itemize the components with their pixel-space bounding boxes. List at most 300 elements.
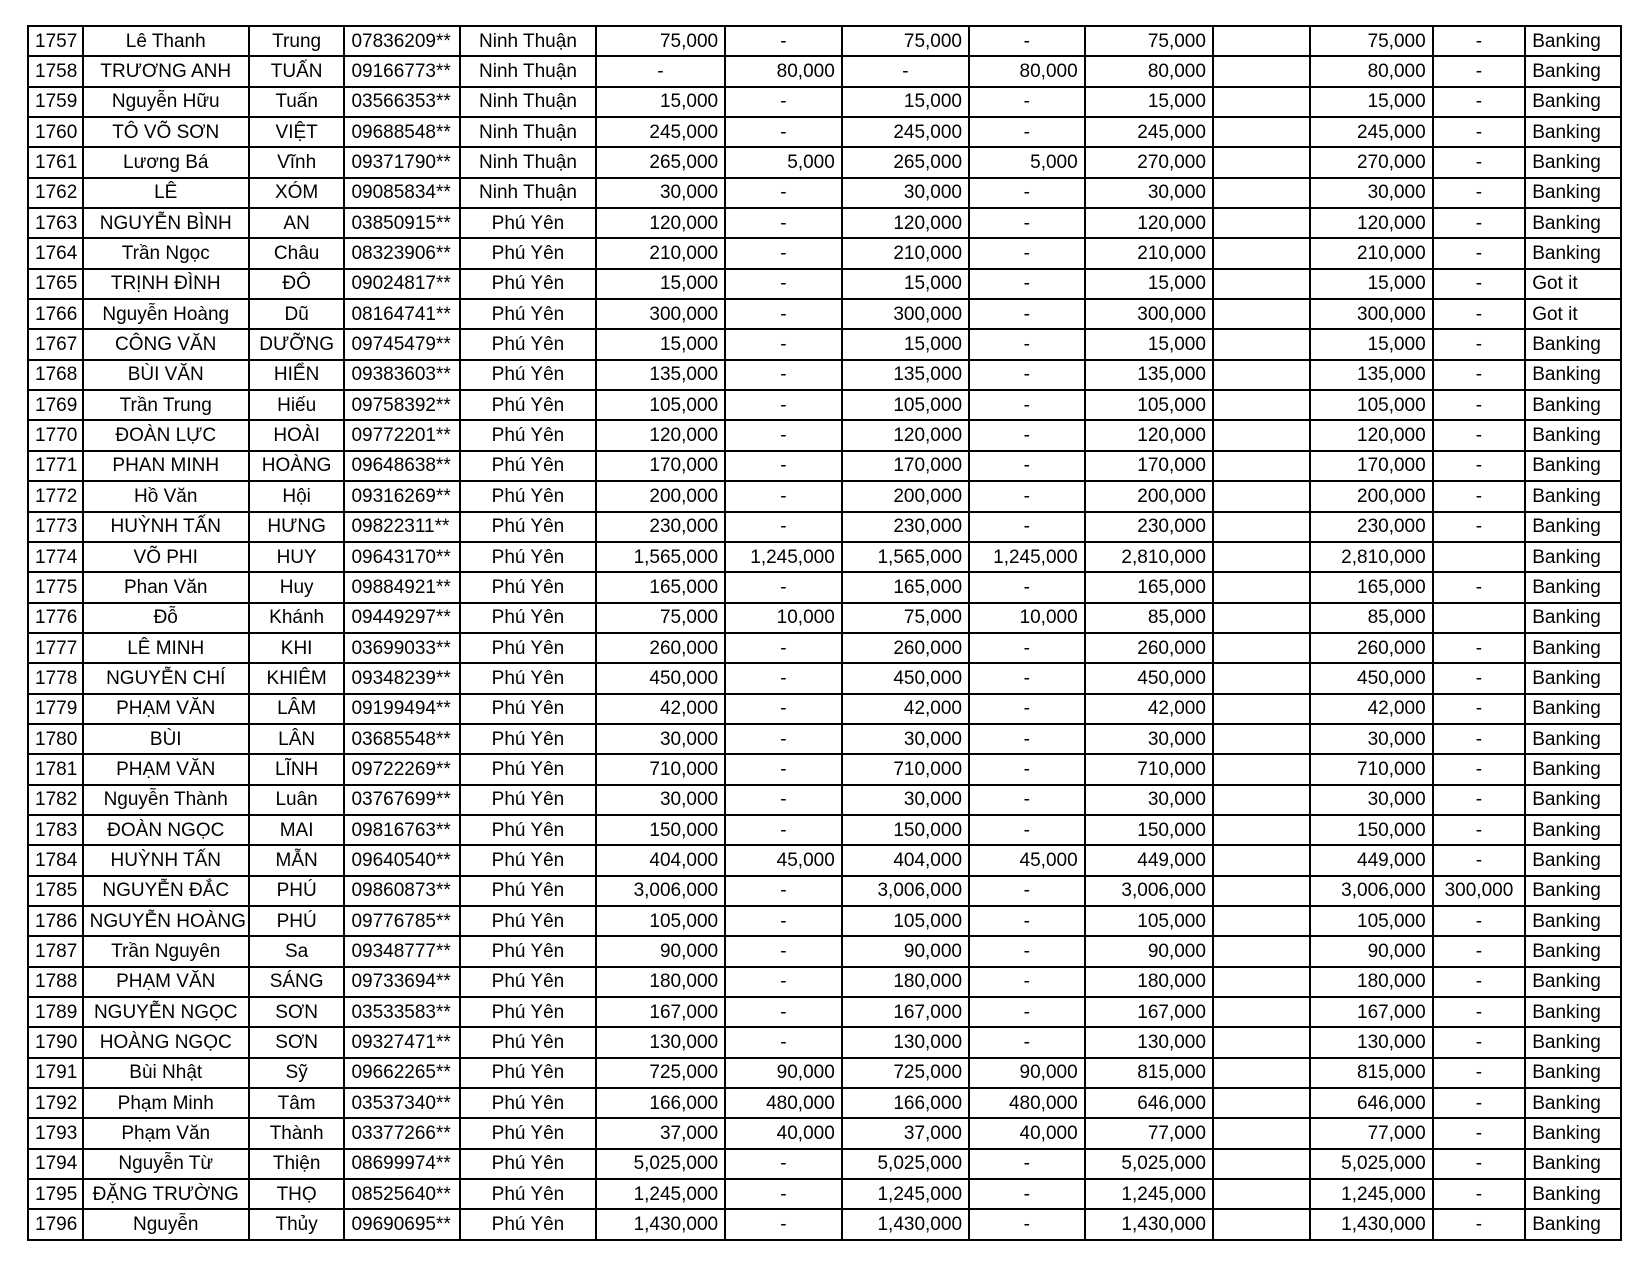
table-row [28,117,1621,147]
cell-extra: - [1433,936,1526,966]
cell-extra: 300,000 [1433,876,1526,906]
cell-first-name: Nguyễn Thành [83,785,249,815]
cell-total: 150,000 [1085,815,1213,845]
cell-amount-1: 30,000 [596,785,725,815]
cell-extra: - [1433,1179,1526,1209]
cell-last-name: Thủy [249,1209,345,1239]
cell-phone: 03533583** [344,997,460,1027]
cell-paid: 90,000 [1310,936,1433,966]
cell-last-name: PHÚ [249,906,345,936]
cell-paid: 260,000 [1310,633,1433,663]
cell-paid: 167,000 [1310,997,1433,1027]
cell-amount-3: 75,000 [842,603,969,633]
cell-last-name: LĨNH [249,754,345,784]
cell-first-name: PHAN MINH [83,451,249,481]
cell-phone: 09662265** [344,1058,460,1088]
cell-extra: - [1433,1058,1526,1088]
cell-province: Phú Yên [460,845,596,875]
cell-total: 646,000 [1085,1088,1213,1118]
table-row [28,481,1621,511]
cell-row-number: 1758 [28,56,83,86]
cell-first-name: Nguyễn Từ [83,1149,249,1179]
cell-amount-4: - [969,117,1085,147]
cell-phone: 08323906** [344,238,460,268]
cell-method: Banking [1525,87,1621,117]
cell-last-name: Dũ [249,299,345,329]
cell-amount-1: 130,000 [596,1027,725,1057]
cell-paid: 210,000 [1310,238,1433,268]
cell-blank-col [1213,1179,1310,1209]
cell-last-name: Châu [249,238,345,268]
cell-paid: 5,025,000 [1310,1149,1433,1179]
cell-amount-4: - [969,997,1085,1027]
cell-province: Phú Yên [460,420,596,450]
cell-last-name: Tuấn [249,87,345,117]
table-row [28,572,1621,602]
cell-amount-2: - [725,754,842,784]
cell-amount-1: 90,000 [596,936,725,966]
cell-first-name: NGUYỄN ĐẮC [83,876,249,906]
cell-amount-1: 725,000 [596,1058,725,1088]
cell-amount-1: 230,000 [596,512,725,542]
cell-paid: 150,000 [1310,815,1433,845]
cell-last-name: SƠN [249,997,345,1027]
cell-method: Banking [1525,147,1621,177]
cell-amount-4: - [969,329,1085,359]
cell-blank-col [1213,936,1310,966]
cell-total: 77,000 [1085,1118,1213,1148]
cell-amount-2: - [725,785,842,815]
cell-amount-2: - [725,663,842,693]
cell-last-name: MẪN [249,845,345,875]
cell-method: Got it [1525,269,1621,299]
cell-extra: - [1433,238,1526,268]
cell-paid: 77,000 [1310,1118,1433,1148]
cell-first-name: Trần Trung [83,390,249,420]
table-row [28,1118,1621,1148]
cell-total: 815,000 [1085,1058,1213,1088]
cell-amount-2: - [725,1209,842,1239]
table-row [28,269,1621,299]
cell-blank-col [1213,360,1310,390]
cell-first-name: HUỲNH TẤN [83,512,249,542]
cell-amount-3: - [842,56,969,86]
cell-first-name: TRỊNH ĐÌNH [83,269,249,299]
cell-amount-2: - [725,451,842,481]
cell-last-name: Luân [249,785,345,815]
cell-phone: 09816763** [344,815,460,845]
table-row [28,87,1621,117]
cell-province: Phú Yên [460,572,596,602]
cell-paid: 710,000 [1310,754,1433,784]
cell-paid: 815,000 [1310,1058,1433,1088]
cell-paid: 30,000 [1310,785,1433,815]
cell-amount-3: 15,000 [842,87,969,117]
cell-paid: 105,000 [1310,390,1433,420]
table-row [28,936,1621,966]
cell-extra: - [1433,329,1526,359]
cell-paid: 180,000 [1310,967,1433,997]
cell-extra [1433,603,1526,633]
cell-method: Banking [1525,117,1621,147]
cell-amount-3: 90,000 [842,936,969,966]
cell-last-name: HƯNG [249,512,345,542]
cell-amount-3: 30,000 [842,178,969,208]
cell-phone: 09327471** [344,1027,460,1057]
cell-phone: 03699033** [344,633,460,663]
cell-first-name: Đỗ [83,603,249,633]
cell-row-number: 1768 [28,360,83,390]
cell-blank-col [1213,178,1310,208]
cell-first-name: Phan Văn [83,572,249,602]
cell-amount-3: 245,000 [842,117,969,147]
cell-extra: - [1433,906,1526,936]
cell-amount-1: 1,430,000 [596,1209,725,1239]
cell-phone: 09822311** [344,512,460,542]
cell-paid: 450,000 [1310,663,1433,693]
cell-first-name: NGUYỄN BÌNH [83,208,249,238]
cell-total: 260,000 [1085,633,1213,663]
cell-paid: 300,000 [1310,299,1433,329]
table-row [28,208,1621,238]
cell-amount-1: 1,245,000 [596,1179,725,1209]
cell-amount-2: - [725,178,842,208]
cell-province: Phú Yên [460,967,596,997]
table-row [28,299,1621,329]
cell-province: Phú Yên [460,512,596,542]
cell-phone: 09860873** [344,876,460,906]
cell-extra: - [1433,572,1526,602]
cell-blank-col [1213,208,1310,238]
cell-phone: 09199494** [344,694,460,724]
cell-blank-col [1213,238,1310,268]
cell-blank-col [1213,694,1310,724]
cell-method: Banking [1525,56,1621,86]
cell-amount-1: 165,000 [596,572,725,602]
cell-blank-col [1213,299,1310,329]
cell-row-number: 1779 [28,694,83,724]
cell-extra: - [1433,390,1526,420]
cell-blank-col [1213,420,1310,450]
cell-amount-4: 480,000 [969,1088,1085,1118]
cell-amount-4: - [969,238,1085,268]
cell-amount-1: 30,000 [596,724,725,754]
cell-first-name: PHẠM VĂN [83,967,249,997]
cell-amount-3: 1,430,000 [842,1209,969,1239]
cell-total: 30,000 [1085,178,1213,208]
cell-row-number: 1790 [28,1027,83,1057]
table-row [28,1209,1621,1239]
cell-total: 180,000 [1085,967,1213,997]
cell-method: Banking [1525,724,1621,754]
cell-method: Banking [1525,1027,1621,1057]
cell-amount-4: - [969,26,1085,56]
cell-amount-2: 90,000 [725,1058,842,1088]
cell-first-name: TRƯƠNG ANH [83,56,249,86]
cell-last-name: Khánh [249,603,345,633]
cell-total: 230,000 [1085,512,1213,542]
cell-method: Banking [1525,997,1621,1027]
cell-row-number: 1760 [28,117,83,147]
table-row [28,1088,1621,1118]
cell-last-name: Vĩnh [249,147,345,177]
cell-amount-2: - [725,238,842,268]
cell-extra: - [1433,117,1526,147]
cell-province: Phú Yên [460,299,596,329]
cell-phone: 09024817** [344,269,460,299]
cell-total: 200,000 [1085,481,1213,511]
cell-total: 120,000 [1085,208,1213,238]
cell-amount-2: 480,000 [725,1088,842,1118]
cell-amount-1: 120,000 [596,420,725,450]
cell-first-name: CÔNG VĂN [83,329,249,359]
cell-phone: 08525640** [344,1179,460,1209]
cell-amount-4: - [969,451,1085,481]
cell-phone: 09449297** [344,603,460,633]
cell-first-name: BÙI [83,724,249,754]
cell-extra: - [1433,208,1526,238]
cell-method: Banking [1525,360,1621,390]
cell-phone: 09688548** [344,117,460,147]
cell-method: Banking [1525,845,1621,875]
cell-blank-col [1213,572,1310,602]
cell-first-name: Trần Nguyên [83,936,249,966]
cell-paid: 449,000 [1310,845,1433,875]
cell-amount-3: 105,000 [842,390,969,420]
cell-total: 15,000 [1085,269,1213,299]
cell-amount-3: 105,000 [842,906,969,936]
cell-phone: 03685548** [344,724,460,754]
cell-last-name: LÂN [249,724,345,754]
cell-paid: 1,430,000 [1310,1209,1433,1239]
cell-blank-col [1213,481,1310,511]
cell-row-number: 1782 [28,785,83,815]
cell-method: Banking [1525,572,1621,602]
cell-blank-col [1213,26,1310,56]
cell-amount-4: 80,000 [969,56,1085,86]
cell-amount-3: 30,000 [842,724,969,754]
cell-last-name: SƠN [249,1027,345,1057]
table-row [28,56,1621,86]
cell-amount-1: 75,000 [596,26,725,56]
cell-paid: 170,000 [1310,451,1433,481]
cell-amount-1: 180,000 [596,967,725,997]
cell-amount-3: 75,000 [842,26,969,56]
cell-phone: 08699974** [344,1149,460,1179]
cell-row-number: 1786 [28,906,83,936]
cell-amount-1: 3,006,000 [596,876,725,906]
cell-province: Phú Yên [460,906,596,936]
cell-total: 105,000 [1085,390,1213,420]
cell-blank-col [1213,1027,1310,1057]
cell-amount-2: - [725,967,842,997]
cell-amount-3: 180,000 [842,967,969,997]
cell-amount-4: 10,000 [969,603,1085,633]
cell-amount-4: - [969,481,1085,511]
cell-amount-3: 15,000 [842,269,969,299]
cell-paid: 2,810,000 [1310,542,1433,572]
cell-amount-3: 404,000 [842,845,969,875]
cell-first-name: ĐOÀN NGỌC [83,815,249,845]
cell-row-number: 1794 [28,1149,83,1179]
cell-phone: 09733694** [344,967,460,997]
cell-last-name: Thiện [249,1149,345,1179]
table-row [28,1179,1621,1209]
cell-amount-2: - [725,26,842,56]
cell-method: Banking [1525,1149,1621,1179]
cell-method: Banking [1525,785,1621,815]
cell-amount-4: - [969,694,1085,724]
cell-total: 449,000 [1085,845,1213,875]
cell-extra: - [1433,512,1526,542]
cell-first-name: Trần Ngọc [83,238,249,268]
cell-amount-1: 105,000 [596,390,725,420]
cell-first-name: LÊ MINH [83,633,249,663]
cell-row-number: 1764 [28,238,83,268]
cell-last-name: TUẤN [249,56,345,86]
cell-phone: 09648638** [344,451,460,481]
cell-total: 1,430,000 [1085,1209,1213,1239]
cell-blank-col [1213,1209,1310,1239]
cell-method: Banking [1525,1209,1621,1239]
cell-last-name: DƯỠNG [249,329,345,359]
cell-amount-3: 30,000 [842,785,969,815]
cell-row-number: 1762 [28,178,83,208]
cell-total: 450,000 [1085,663,1213,693]
cell-amount-3: 165,000 [842,572,969,602]
cell-first-name: Bùi Nhật [83,1058,249,1088]
cell-amount-4: - [969,572,1085,602]
cell-amount-4: - [969,1149,1085,1179]
cell-last-name: HOÀNG [249,451,345,481]
cell-last-name: Sỹ [249,1058,345,1088]
cell-first-name: Nguyễn Hoàng [83,299,249,329]
cell-blank-col [1213,542,1310,572]
cell-last-name: LÂM [249,694,345,724]
cell-amount-3: 166,000 [842,1088,969,1118]
cell-blank-col [1213,633,1310,663]
cell-total: 2,810,000 [1085,542,1213,572]
cell-row-number: 1774 [28,542,83,572]
table-row [28,754,1621,784]
cell-amount-3: 120,000 [842,420,969,450]
cell-amount-3: 15,000 [842,329,969,359]
cell-first-name: LÊ [83,178,249,208]
cell-last-name: THỌ [249,1179,345,1209]
cell-blank-col [1213,663,1310,693]
cell-paid: 1,245,000 [1310,1179,1433,1209]
cell-paid: 230,000 [1310,512,1433,542]
cell-phone: 09348239** [344,663,460,693]
cell-amount-3: 265,000 [842,147,969,177]
cell-amount-2: - [725,299,842,329]
cell-extra: - [1433,481,1526,511]
cell-amount-1: 42,000 [596,694,725,724]
cell-paid: 30,000 [1310,724,1433,754]
cell-province: Phú Yên [460,603,596,633]
cell-row-number: 1769 [28,390,83,420]
cell-row-number: 1784 [28,845,83,875]
table-row [28,845,1621,875]
cell-amount-4: 5,000 [969,147,1085,177]
cell-amount-2: - [725,1027,842,1057]
cell-first-name: VÕ PHI [83,542,249,572]
cell-phone: 09383603** [344,360,460,390]
cell-amount-3: 1,565,000 [842,542,969,572]
cell-blank-col [1213,390,1310,420]
cell-first-name: HOÀNG NGỌC [83,1027,249,1057]
cell-amount-1: 167,000 [596,997,725,1027]
cell-blank-col [1213,967,1310,997]
cell-amount-4: - [969,754,1085,784]
cell-paid: 80,000 [1310,56,1433,86]
cell-amount-2: - [725,269,842,299]
cell-phone: 08164741** [344,299,460,329]
cell-extra: - [1433,1027,1526,1057]
cell-row-number: 1778 [28,663,83,693]
cell-total: 710,000 [1085,754,1213,784]
cell-amount-4: - [969,390,1085,420]
cell-amount-1: 37,000 [596,1118,725,1148]
cell-first-name: BÙI VĂN [83,360,249,390]
cell-extra: - [1433,694,1526,724]
cell-amount-2: 45,000 [725,845,842,875]
cell-amount-2: - [725,633,842,663]
cell-amount-1: 265,000 [596,147,725,177]
cell-amount-4: - [969,663,1085,693]
cell-first-name: PHẠM VĂN [83,754,249,784]
cell-row-number: 1770 [28,420,83,450]
cell-blank-col [1213,724,1310,754]
table-row [28,512,1621,542]
cell-blank-col [1213,815,1310,845]
cell-amount-2: - [725,481,842,511]
cell-first-name: PHẠM VĂN [83,694,249,724]
cell-province: Phú Yên [460,997,596,1027]
cell-province: Phú Yên [460,785,596,815]
cell-amount-2: 80,000 [725,56,842,86]
cell-row-number: 1780 [28,724,83,754]
cell-amount-3: 167,000 [842,997,969,1027]
cell-row-number: 1766 [28,299,83,329]
table-row [28,967,1621,997]
data-table [27,25,1622,1241]
cell-row-number: 1787 [28,936,83,966]
table-row [28,1027,1621,1057]
cell-blank-col [1213,56,1310,86]
cell-paid: 75,000 [1310,26,1433,56]
cell-amount-4: - [969,815,1085,845]
cell-phone: 09776785** [344,906,460,936]
cell-total: 1,245,000 [1085,1179,1213,1209]
cell-amount-1: - [596,56,725,86]
cell-amount-3: 135,000 [842,360,969,390]
cell-amount-2: - [725,360,842,390]
cell-province: Phú Yên [460,269,596,299]
cell-amount-1: 166,000 [596,1088,725,1118]
cell-row-number: 1759 [28,87,83,117]
cell-method: Banking [1525,329,1621,359]
cell-amount-1: 170,000 [596,451,725,481]
cell-province: Phú Yên [460,1027,596,1057]
cell-amount-4: - [969,208,1085,238]
cell-amount-1: 30,000 [596,178,725,208]
cell-total: 120,000 [1085,420,1213,450]
cell-last-name: HIỂN [249,360,345,390]
cell-extra: - [1433,147,1526,177]
cell-phone: 09690695** [344,1209,460,1239]
cell-amount-2: 10,000 [725,603,842,633]
